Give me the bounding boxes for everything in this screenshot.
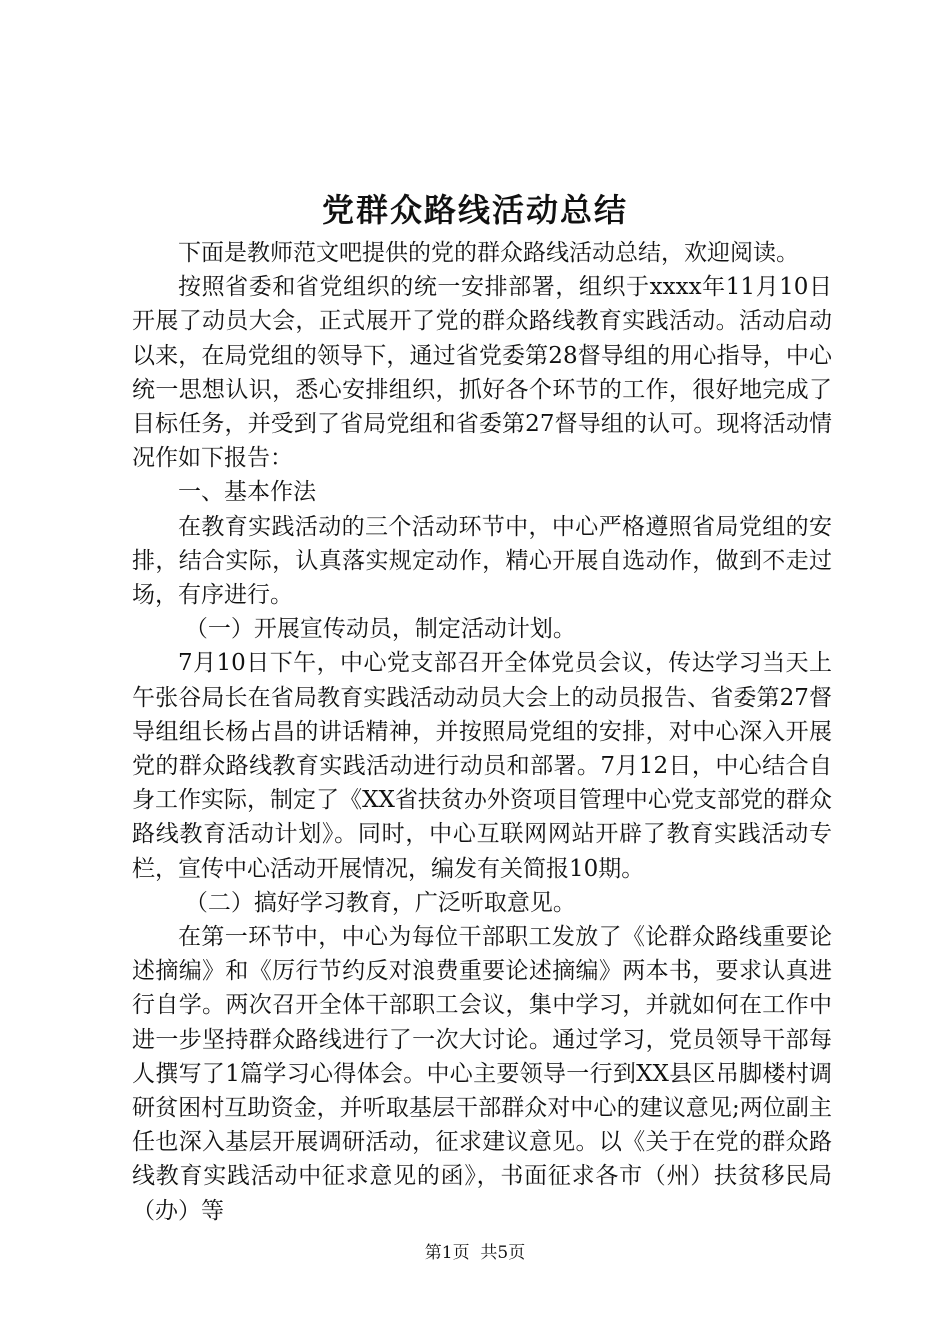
paragraph-study-education: 在第一环节中，中心为每位干部职工发放了《论群众路线重要论述摘编》和《厉行节约反对浪费重要论述摘编》两本书，要求认真进行自学。两次召开全体干部职工会议，集中学习，并就如何在工作中进一步坚持群众路线进行了一次大讨论。通过学习，党员领导干部每人撰写了1篇学习心得体会。中心主要领导一行到XX县区吊脚楼村调研贫困村互助资金，并听取基层干部群众对中心的建议意见;两位副主任也深入基层开展调研活动，征求建议意见。以《关于在党的群众路线教育实践活动中征求意见的函》，书面征求各市（州）扶贫移民局（办）等	[132, 924, 832, 1224]
subheading-study-education: （二）搞好学习教育，广泛听取意见。	[184, 889, 576, 916]
document-body	[132, 236, 832, 1228]
section-heading-basic-methods: 一、基本作法	[178, 479, 316, 506]
paragraph-overview: 按照省委和省党组织的统一安排部署，组织于xxxx年11月10日开展了动员大会，正式展开了党的群众路线教育实践活动。活动启动以来，在局党组的领导下，通过省党委第28督导组的用心指导，中心统一思想认识，悉心安排组织，抓好各个环节的工作，很好地完成了目标任务，并受到了省局党组和省委第27督导组的认可。现将活动情况作如下报告：	[132, 274, 832, 472]
page-number: 第1页	[424, 1243, 470, 1263]
paragraph-mobilization: 7月10日下午，中心党支部召开全体党员会议，传达学习当天上午张谷局长在省局教育实践活动动员大会上的动员报告、省委第27督导组组长杨占昌的讲话精神，并按照局党组的安排，对中心深入开展党的群众路线教育实践活动进行动员和部署。7月12日，中心结合自身工作实际，制定了《XX省扶贫办外资项目管理中心党支部党的群众路线教育活动计划》。同时，中心互联网网站开辟了教育实践活动专栏，宣传中心活动开展情况，编发有关简报10期。	[132, 650, 832, 882]
document-title: 党群众路线活动总结	[321, 191, 628, 229]
paragraph-intro: 下面是教师范文吧提供的党的群众路线活动总结，欢迎阅读。	[178, 240, 799, 266]
subheading-mobilization: （一）开展宣传动员，制定活动计划。	[184, 616, 576, 643]
paragraph-basic-methods: 在教育实践活动的三个活动环节中，中心严格遵照省局党组的安排，结合实际，认真落实规定动作，精心开展自选动作，做到不走过场，有序进行。	[132, 513, 832, 609]
page-total: 共5页	[480, 1243, 526, 1263]
footer-spacer	[470, 1243, 481, 1263]
page-footer	[0, 1241, 950, 1265]
